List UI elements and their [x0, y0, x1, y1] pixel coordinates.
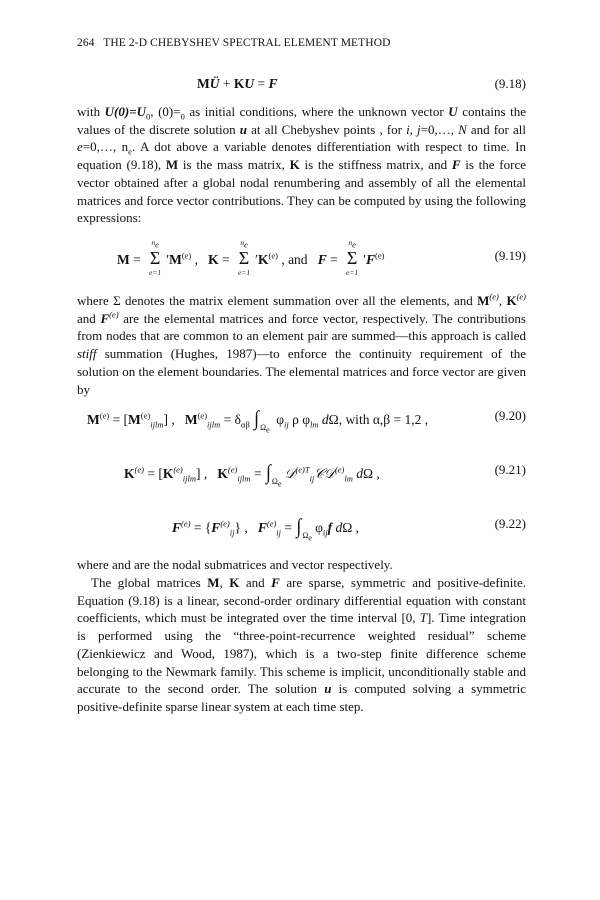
equation-9-18-number: (9.18) — [494, 76, 526, 91]
equation-9-20-number: (9.20) — [494, 408, 526, 423]
equation-9-21-number: (9.21) — [494, 462, 526, 477]
equation-9-18-body: MÜ + KU = F — [197, 76, 278, 91]
paragraph-1: with $U(0)=U_0$, $(0)=_0$ as initial conditions, where the unknown vector U contains the values of the discrete solution u at all Chebyshev points , for i, j=0,…, N and for all e=0,…, $n_e$. A dot above a variable denotes differentiation with respect to time. In equation (9.18), M is the mass matrix, K is the stiffness matrix, and F is the force vector obtained after a global nodal renumbering and assembly of all the elemental matrices and force vector contributions. They can be computed by using the following expressions: — [77, 104, 526, 226]
equation-9-21-body: $K^{(e)} = [K^{(e)}_{ijlm}]$ , $K^{(e)}_{ijlm}$ = $\int_{\Omega_e}𝒟^{(e)T}_{ij}𝒞𝒟^{(e)}_{lm}$ dΩ , — [124, 460, 380, 489]
equation-9-22 — [77, 516, 526, 546]
equation-9-21 — [77, 462, 526, 492]
page-number: 264 — [77, 37, 95, 49]
running-header — [77, 37, 391, 49]
equation-9-19-body: M = $n_e$ Σ e=1 $'M^{(e)}$ , K = $n_e$ Σ e=1 $'K^{(e)}$ , and F = $n_e$ Σ e=1 $'F^{(e)}$ — [117, 238, 385, 277]
equation-9-19 — [77, 238, 526, 278]
running-title: THE 2-D CHEBYSHEV SPECTRAL ELEMENT METHOD — [103, 37, 391, 49]
paragraph-3: where and are the nodal submatrices and vector respectively. — [77, 557, 393, 572]
equation-9-18 — [77, 76, 526, 106]
equation-9-20-body: $M^{(e)} = [M^{(e)}_{ijlm}]$ , $M^{(e)}_{ijlm} = \delta_{\alpha\beta}$ $\int_{\Omega_e}$ $\varphi_{ij}$ ρ $\varphi_{lm}$ dΩ, with α,β = 1,2 , — [87, 406, 429, 435]
equation-9-22-body: $F^{(e)} = \{F^{(e)}_{ij}\}$ , $F^{(e)}_{ij} = \int_{\Omega_e}\varphi_{ij}f$ dΩ , — [172, 514, 360, 543]
equation-9-19-number: (9.19) — [494, 248, 526, 263]
paragraph-2: where Σ denotes the matrix element summation over all the elements, and $M^{(e)}$, $K^{(e)}$ and $F^{(e)}$ are the elemental matrices and force vector, respectively. The contributions from nodes that are common to an element pair are summed—this approach is called stiff summation (Hughes, 1987)—to enforce the continuity requirement of the solution on the element boundaries. The elemental matrices and force vector are given by — [77, 291, 527, 397]
equation-9-20 — [77, 408, 526, 438]
equation-9-22-number: (9.22) — [494, 516, 526, 531]
paragraph-4: The global matrices M, K and F are sparse, symmetric and positive-definite. Equation (9.18) is a linear, second-order ordinary differential equation with constant coefficients, which must be integrated over the time interval [0, T]. Time integration is performed using the “three-point-recurrence weighted residual” scheme (Zienkiewicz and Wood, 1987), which is a two-step finite difference scheme belonging to the Newmark family. This scheme is implicit, unconditionally stable and accurate to the second order. The solution u is computed solving a symmetric positive-definite sparse linear system at each time step. — [77, 575, 526, 714]
